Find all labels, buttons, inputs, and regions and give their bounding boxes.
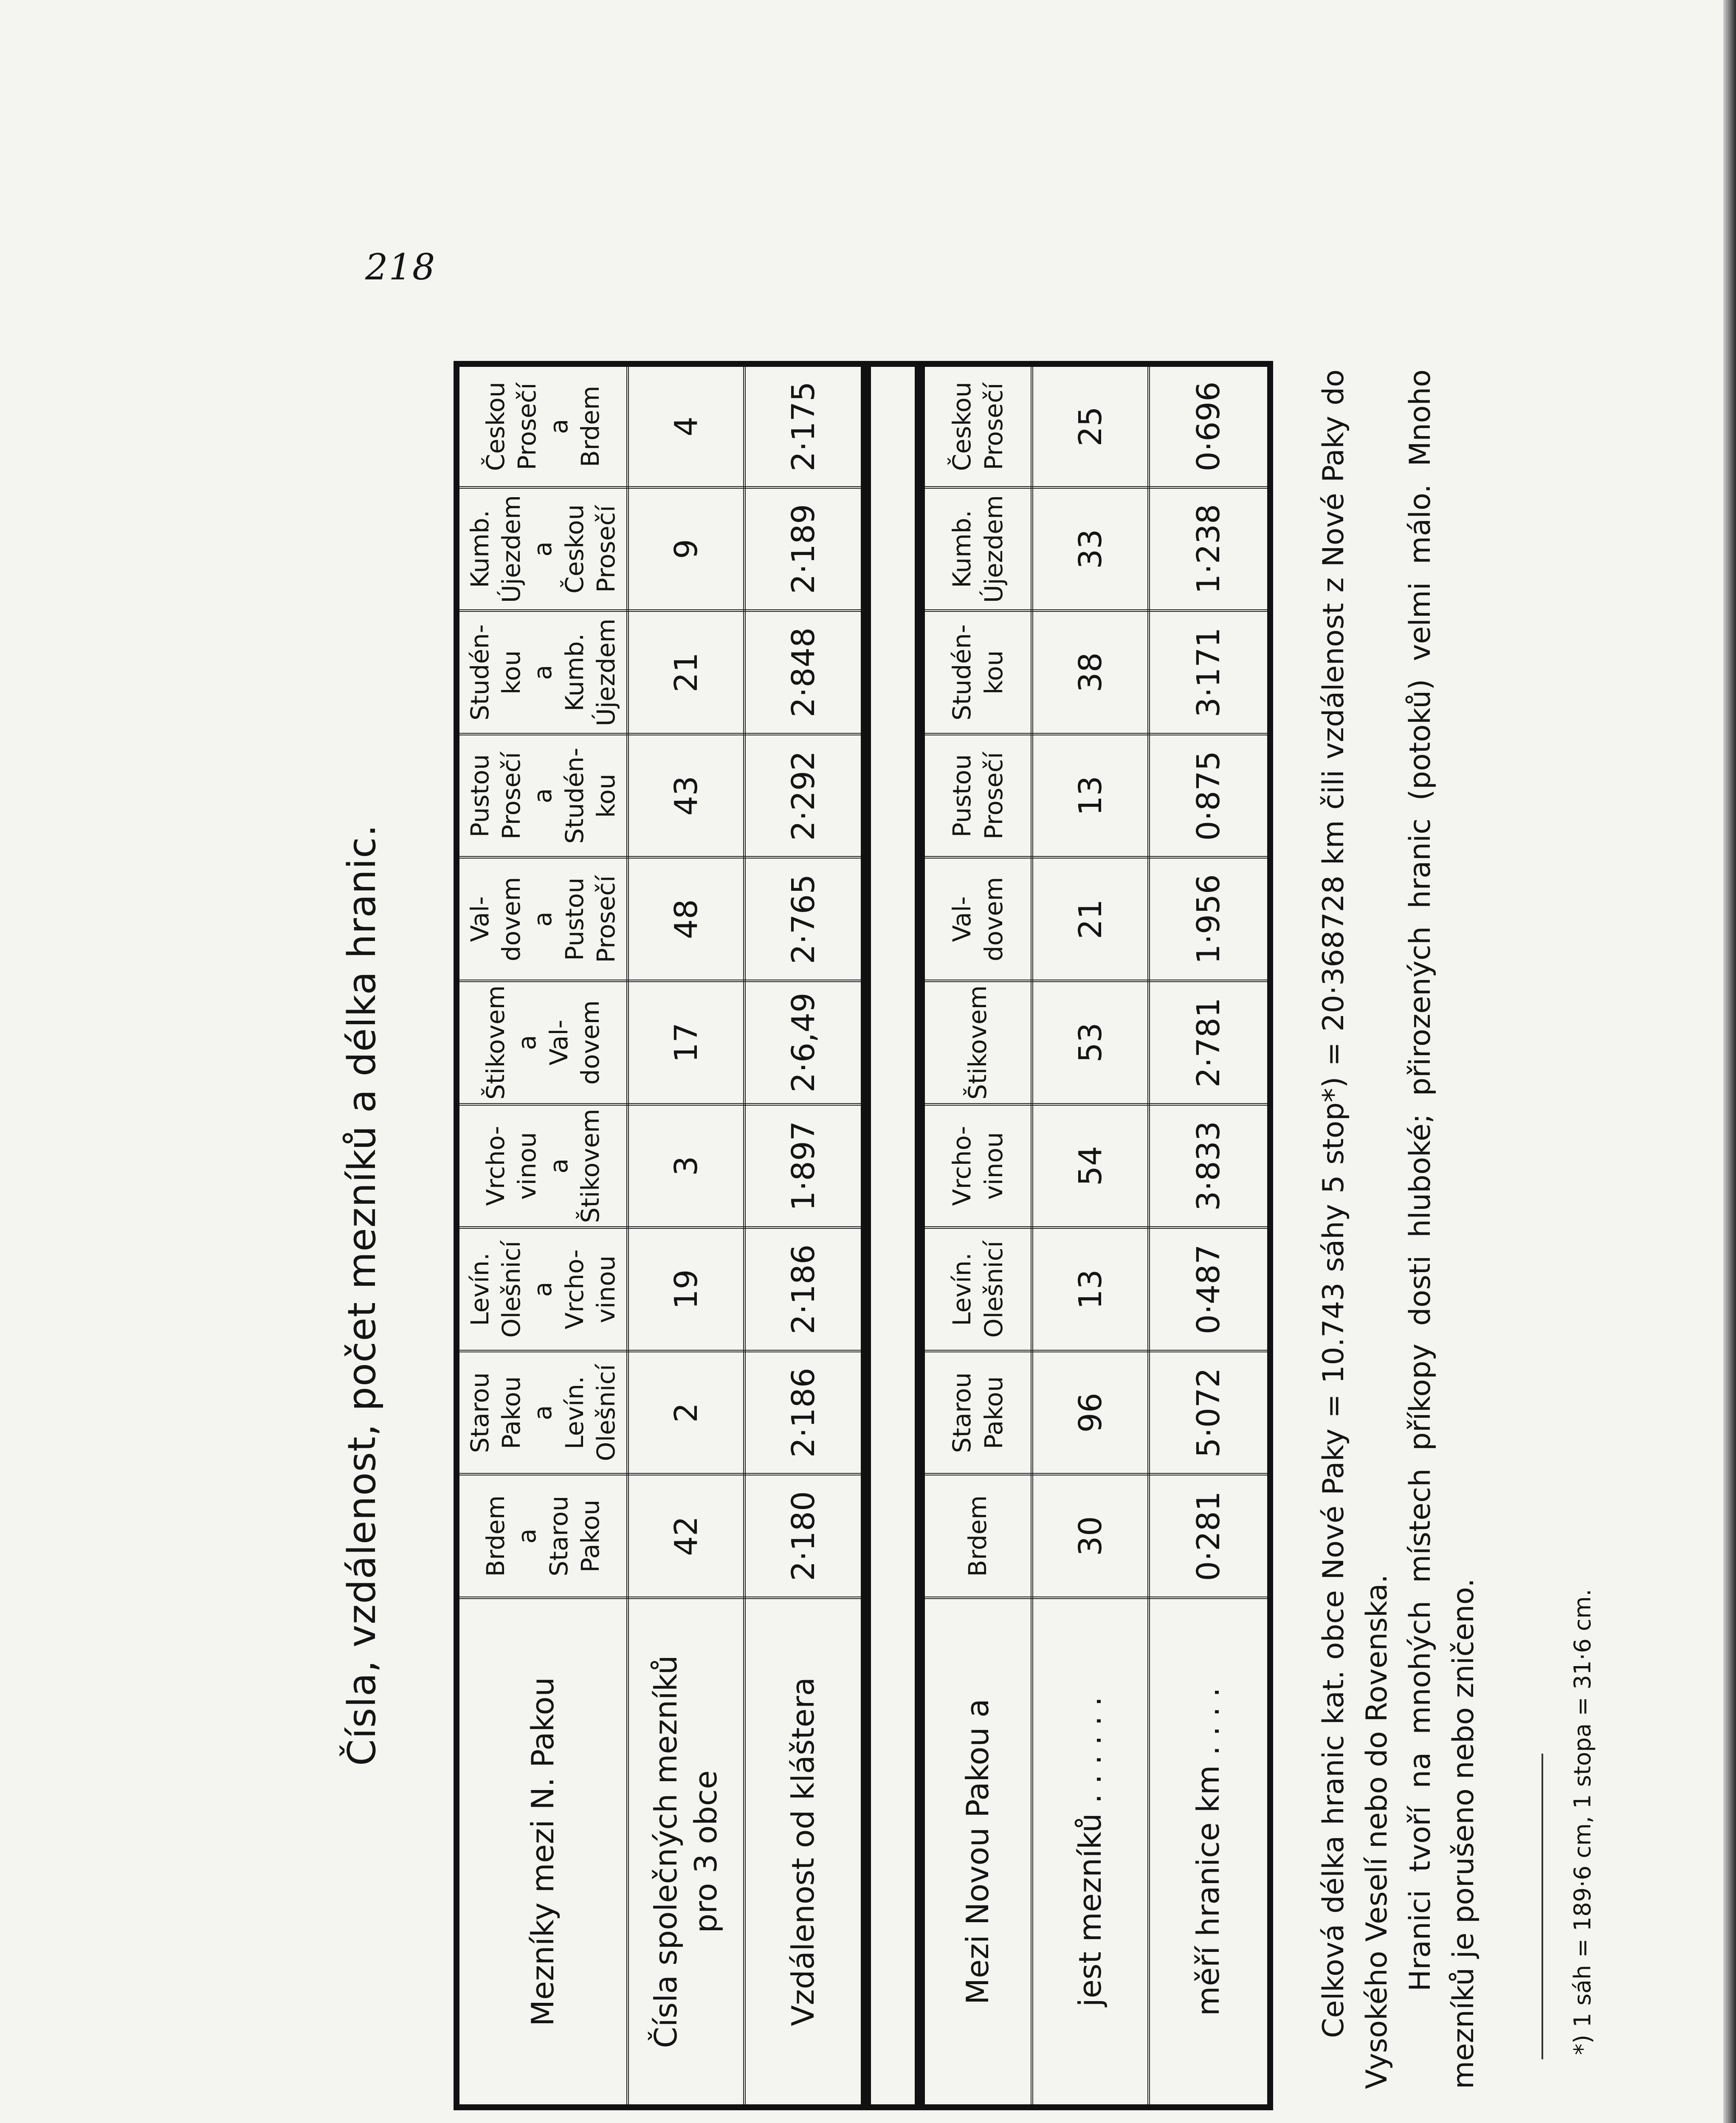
bottom-header-cell: Vrcho- vinou xyxy=(920,1104,1032,1228)
meri-cell: 1·238 xyxy=(1149,487,1270,611)
vzdalenost-cell: 1·897 xyxy=(744,1104,866,1228)
top-header-cell: Pustou Prosečí a Studén- kou xyxy=(457,734,628,858)
meri-cell: 0·487 xyxy=(1149,1228,1270,1351)
bottom-header-cell: Levín. Olešnicí xyxy=(920,1228,1032,1351)
cisla-cell: 43 xyxy=(628,734,744,858)
vzdalenost-cell: 2·189 xyxy=(744,487,866,611)
bottom-header-label: Mezi Novou Pakou a xyxy=(920,1598,1032,2107)
cisla-cell: 48 xyxy=(628,857,744,981)
jest-cell: 96 xyxy=(1032,1351,1149,1475)
bottom-header-cell: Štikovem xyxy=(920,981,1032,1104)
row-meri xyxy=(1149,364,1270,2107)
vzdalenost-cell: 2·292 xyxy=(744,734,866,858)
meri-cell: 3·171 xyxy=(1149,611,1270,734)
bottom-header-cell: Kumb. Újezdem xyxy=(920,487,1032,611)
row-jest xyxy=(1032,364,1149,2107)
vzdalenost-cell: 2·848 xyxy=(744,611,866,734)
cisla-cell: 42 xyxy=(628,1474,744,1598)
table-divider-cell xyxy=(866,364,920,2107)
bottom-header-cell: Starou Pakou xyxy=(920,1351,1032,1475)
bottom-header-row xyxy=(920,364,1032,2107)
jest-cell: 25 xyxy=(1032,364,1149,487)
meri-cell: 3·833 xyxy=(1149,1104,1270,1228)
notes xyxy=(1312,369,1485,2089)
row-cisla xyxy=(628,364,744,2107)
top-header-cell: Val- dovem a Pustou Prosečí xyxy=(457,857,628,981)
vzdalenost-cell: 2·186 xyxy=(744,1351,866,1475)
scan-edge xyxy=(1723,0,1736,2123)
table-divider xyxy=(866,364,920,2107)
cisla-cell: 19 xyxy=(628,1228,744,1351)
vzdalenost-cell: 2·765 xyxy=(744,857,866,981)
rotated-page-content xyxy=(340,340,1699,2123)
jest-cell: 21 xyxy=(1032,857,1149,981)
top-header-cell: Kumb. Újezdem a Českou Prosečí xyxy=(457,487,628,611)
cisla-cell: 17 xyxy=(628,981,744,1104)
top-header-cell: Štikovem a Val- dovem xyxy=(457,981,628,1104)
footnote: *) 1 sáh = 189·6 cm, 1 stopa = 31·6 cm. xyxy=(1569,1589,1596,2055)
cisla-cell: 3 xyxy=(628,1104,744,1228)
meri-cell: 5·072 xyxy=(1149,1351,1270,1475)
jest-cell: 53 xyxy=(1032,981,1149,1104)
footnote-rule xyxy=(1542,1754,1543,2059)
bottom-header-cell: Brdem xyxy=(920,1474,1032,1598)
meri-cell: 2·781 xyxy=(1149,981,1270,1104)
row-jest-label: jest mezníků . . . . . . xyxy=(1032,1598,1149,2107)
top-header-label: Mezníky mezi N. Pakou xyxy=(457,1598,628,2107)
meri-cell: 0·696 xyxy=(1149,364,1270,487)
bottom-header-cell: Studén- kou xyxy=(920,611,1032,734)
top-header-cell: Vrcho- vinou a Štikovem xyxy=(457,1104,628,1228)
top-header-cell: Českou Prosečí a Brdem xyxy=(457,364,628,487)
row-meri-label: měří hranice km . . . . xyxy=(1149,1598,1270,2107)
page-number: 218 xyxy=(365,246,436,288)
bottom-header-cell: Českou Prosečí xyxy=(920,364,1032,487)
top-header-cell: Levín. Olešnicí a Vrcho- vinou xyxy=(457,1228,628,1351)
jest-cell: 30 xyxy=(1032,1474,1149,1598)
table-title: Čísla, vzdálenost, počet mezníků a délka hranic. xyxy=(340,824,384,1766)
jest-cell: 54 xyxy=(1032,1104,1149,1228)
bottom-header-cell: Pustou Prosečí xyxy=(920,734,1032,858)
jest-cell: 13 xyxy=(1032,1228,1149,1351)
vzdalenost-cell: 2·175 xyxy=(744,364,866,487)
row-vzdalenost xyxy=(744,364,866,2107)
paragraph-boundaries: Hranici tvoří na mnohých místech příkopy dosti hluboké; přirozených hranic (potoků) velmi málo. Mnoho mezníků je porušeno nebo zničeno. xyxy=(1403,369,1480,2089)
meri-cell: 1·956 xyxy=(1149,857,1270,981)
top-header-cell: Starou Pakou a Levín. Olešnicí xyxy=(457,1351,628,1475)
vzdalenost-cell: 2·186 xyxy=(744,1228,866,1351)
meri-cell: 0·281 xyxy=(1149,1474,1270,1598)
vzdalenost-cell: 2·6,49 xyxy=(744,981,866,1104)
row-cisla-label: Čísla společných mezníků pro 3 obce xyxy=(628,1598,744,2107)
cisla-cell: 9 xyxy=(628,487,744,611)
top-header-cell: Studén- kou a Kumb. Újezdem xyxy=(457,611,628,734)
jest-cell: 38 xyxy=(1032,611,1149,734)
meri-cell: 0·875 xyxy=(1149,734,1270,858)
cisla-cell: 4 xyxy=(628,364,744,487)
top-header-row xyxy=(457,364,628,2107)
jest-cell: 13 xyxy=(1032,734,1149,858)
top-header-cell: Brdem a Starou Pakou xyxy=(457,1474,628,1598)
bottom-header-cell: Val- dovem xyxy=(920,857,1032,981)
vzdalenost-cell: 2·180 xyxy=(744,1474,866,1598)
jest-cell: 33 xyxy=(1032,487,1149,611)
paragraph-total-length: Celková délka hranic kat. obce Nové Paky = 10.743 sáhy 5 stop*) = 20·368728 km čili vzdálenost z Nové Paky do Vysokého Veselí nebo do Rovenska. xyxy=(1317,369,1394,2089)
cisla-cell: 21 xyxy=(628,611,744,734)
row-vzdalenost-label: Vzdálenost od kláštera xyxy=(744,1598,866,2107)
boundaries-table xyxy=(454,361,1273,2110)
cisla-cell: 2 xyxy=(628,1351,744,1475)
